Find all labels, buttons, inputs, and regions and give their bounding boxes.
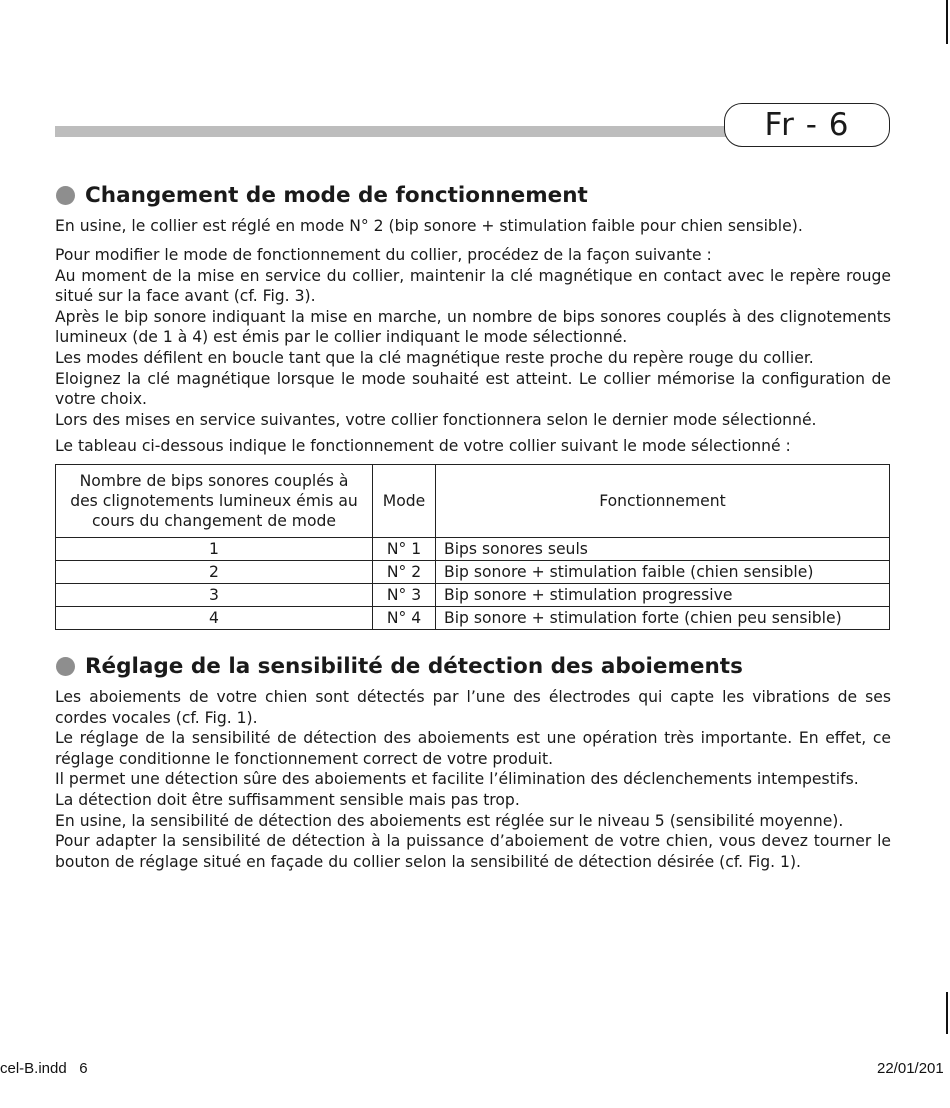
table-cell-mode: N° 4 [373,607,436,630]
table-cell-count: 1 [56,538,373,561]
footer-file-name: cel-B.indd 6 [0,1060,88,1077]
table-cell-function: Bip sonore + stimulation forte (chien peu sensible) [436,607,890,630]
section-bullet-icon [56,186,75,205]
modes-table [55,464,890,630]
section1-paragraph: Eloignez la clé magnétique lorsque le mode souhaité est atteint. Le collier mémorise la configuration de votre choix. [55,369,891,409]
page-number-tab [724,103,890,147]
table-cell-function: Bips sonores seuls [436,538,890,561]
table-header-mode: Mode [373,465,436,538]
table-intro [55,436,891,457]
footer-date: 22/01/201 [877,1060,944,1077]
section-title-sensitivity [56,654,743,679]
section2-paragraph: Pour adapter la sensibilité de détection à la puissance d’aboiement de votre chien, vous devez tourner le bouton de réglage situé en façade du collier selon la sensibilité de détection désirée (cf. Fig. 1). [55,832,891,871]
table-cell-mode: N° 3 [373,584,436,607]
table-header-function: Fonctionnement [436,465,890,538]
crop-mark-top [946,0,948,44]
table-intro-text: Le tableau ci-dessous indique le fonctionnement de votre collier suivant le mode sélectionné : [55,437,791,455]
section-title-mode [56,183,588,208]
section1-paragraph: Les modes défilent en boucle tant que la clé magnétique reste proche du repère rouge du collier. [55,348,814,367]
section2-paragraph: En usine, la sensibilité de détection des aboiements est réglée sur le niveau 5 (sensibilité moyenne). [55,811,844,830]
section2-paragraph: Les aboiements de votre chien sont détectés par l’une des électrodes qui capte les vibrations de ses cordes vocales (cf. Fig. 1). [55,688,891,727]
table-row [56,538,890,561]
section1-paragraph: Pour modifier le mode de fonctionnement du collier, procédez de la façon suivante : [55,246,712,264]
section2-paragraph: La détection doit être suffisamment sensible mais pas trop. [55,790,520,809]
table-header-row [56,465,890,538]
section1-paragraph: Après le bip sonore indiquant la mise en marche, un nombre de bips sonores couplés à des clignotements lumineux (de 1 à 4) est émis par le collier indiquant le mode sélectionné. [55,307,891,347]
table-cell-mode: N° 2 [373,561,436,584]
table-cell-count: 3 [56,584,373,607]
section1-intro-text: En usine, le collier est réglé en mode N° 2 (bip sonore + stimulation faible pour chien sensible). [55,217,803,235]
section-bullet-icon [56,657,75,676]
section1-paragraph: Lors des mises en service suivantes, votre collier fonctionnera selon le dernier mode sélectionné. [55,410,817,429]
table-header-count: Nombre de bips sonores couplés à des clignotements lumineux émis au cours du changement de mode [56,465,373,538]
section-title-mode-text: Changement de mode de fonctionnement [85,183,588,208]
table-cell-count: 2 [56,561,373,584]
crop-mark-bottom [946,992,948,1034]
section-title-sensitivity-text: Réglage de la sensibilité de détection des aboiements [85,654,743,679]
section2-paragraph: Il permet une détection sûre des aboiements et facilite l’élimination des déclenchements intempestifs. [55,770,859,789]
table-cell-count: 4 [56,607,373,630]
table-cell-mode: N° 1 [373,538,436,561]
header-bar [55,126,727,137]
section1-intro [55,216,891,237]
section2-paragraph: Le réglage de la sensibilité de détection des aboiements est une opération très importante. En effet, ce réglage conditionne le fonctionnement correct de votre produit. [55,729,891,768]
section1-body [55,245,891,430]
table-cell-function: Bip sonore + stimulation faible (chien sensible) [436,561,890,584]
section2-body [55,687,891,872]
table-row [56,584,890,607]
table-row [56,561,890,584]
page-number-label: Fr - 6 [764,107,850,143]
section1-paragraph: Au moment de la mise en service du collier, maintenir la clé magnétique en contact avec le repère rouge situé sur la face avant (cf. Fig. 3). [55,266,891,306]
table-row [56,607,890,630]
table-cell-function: Bip sonore + stimulation progressive [436,584,890,607]
